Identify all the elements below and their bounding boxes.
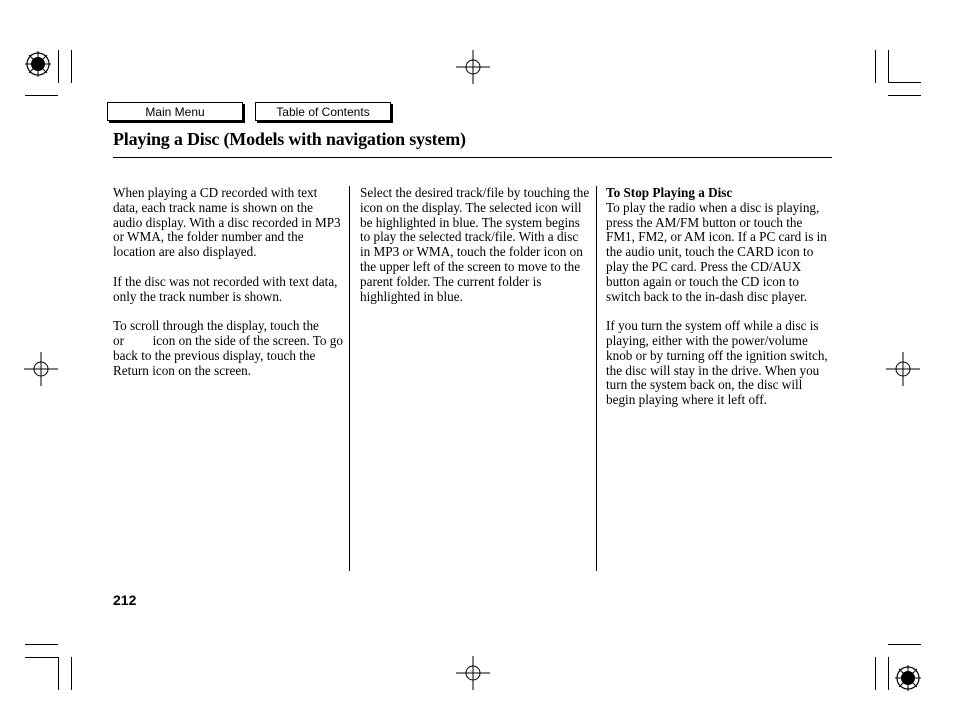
paragraph: If the disc was not recorded with text data, only the track number is shown. bbox=[113, 273, 338, 304]
page-number: 212 bbox=[113, 592, 137, 608]
crosshair-icon bbox=[24, 352, 58, 386]
table-of-contents-button[interactable]: Table of Contents bbox=[255, 102, 391, 121]
column-divider bbox=[349, 186, 350, 571]
crosshair-icon bbox=[886, 352, 920, 386]
paragraph: If you turn the system off while a disc is playing, either with the power/volume knob or by turning off the ignition switch, the disc will stay in the drive. When you turn the system back on, the disc will begin playing where it left off. bbox=[606, 318, 828, 408]
column-3 bbox=[606, 186, 834, 423]
page-title: Playing a Disc (Models with navigation system) bbox=[113, 129, 466, 149]
paragraph: To play the radio when a disc is playing, press the AM/FM button or touch the FM1, FM2, or AM icon. If a PC card is in the audio unit, touch the CARD icon to play the PC card. Press the CD/AUX button again or touch the CD icon to switch back to the in-dash disc player. bbox=[606, 199, 827, 304]
paragraph: When playing a CD recorded with text data, each track name is shown on the audio display. With a disc recorded in MP3 or WMA, the folder number and the location are also displayed. bbox=[113, 185, 341, 260]
paragraph-text: To scroll through the display, touch the bbox=[113, 318, 319, 334]
paragraph-text: icon on the side of the screen. To go back to the previous display, touch the Return icon on the screen. bbox=[113, 332, 343, 378]
title-divider bbox=[113, 157, 832, 158]
paragraph: Select the desired track/file by touching the icon on the display. The selected icon will be highlighted in blue. The system begins to play the selected track/file. With a disc in MP3 or WMA, touch the folder icon on the upper left of the screen to move to the parent folder. The current folder is highlighted in blue. bbox=[360, 185, 590, 304]
crosshair-icon bbox=[456, 50, 490, 84]
main-menu-button[interactable]: Main Menu bbox=[107, 102, 243, 121]
column-divider bbox=[596, 186, 597, 571]
crosshair-icon bbox=[456, 656, 490, 690]
registration-target-icon bbox=[894, 664, 922, 692]
paragraph-text: or bbox=[113, 332, 124, 348]
column-2 bbox=[360, 186, 590, 319]
registration-target-icon bbox=[24, 50, 52, 78]
paragraph bbox=[113, 319, 345, 378]
column-1 bbox=[113, 186, 345, 393]
section-heading: To Stop Playing a Disc bbox=[606, 185, 733, 200]
